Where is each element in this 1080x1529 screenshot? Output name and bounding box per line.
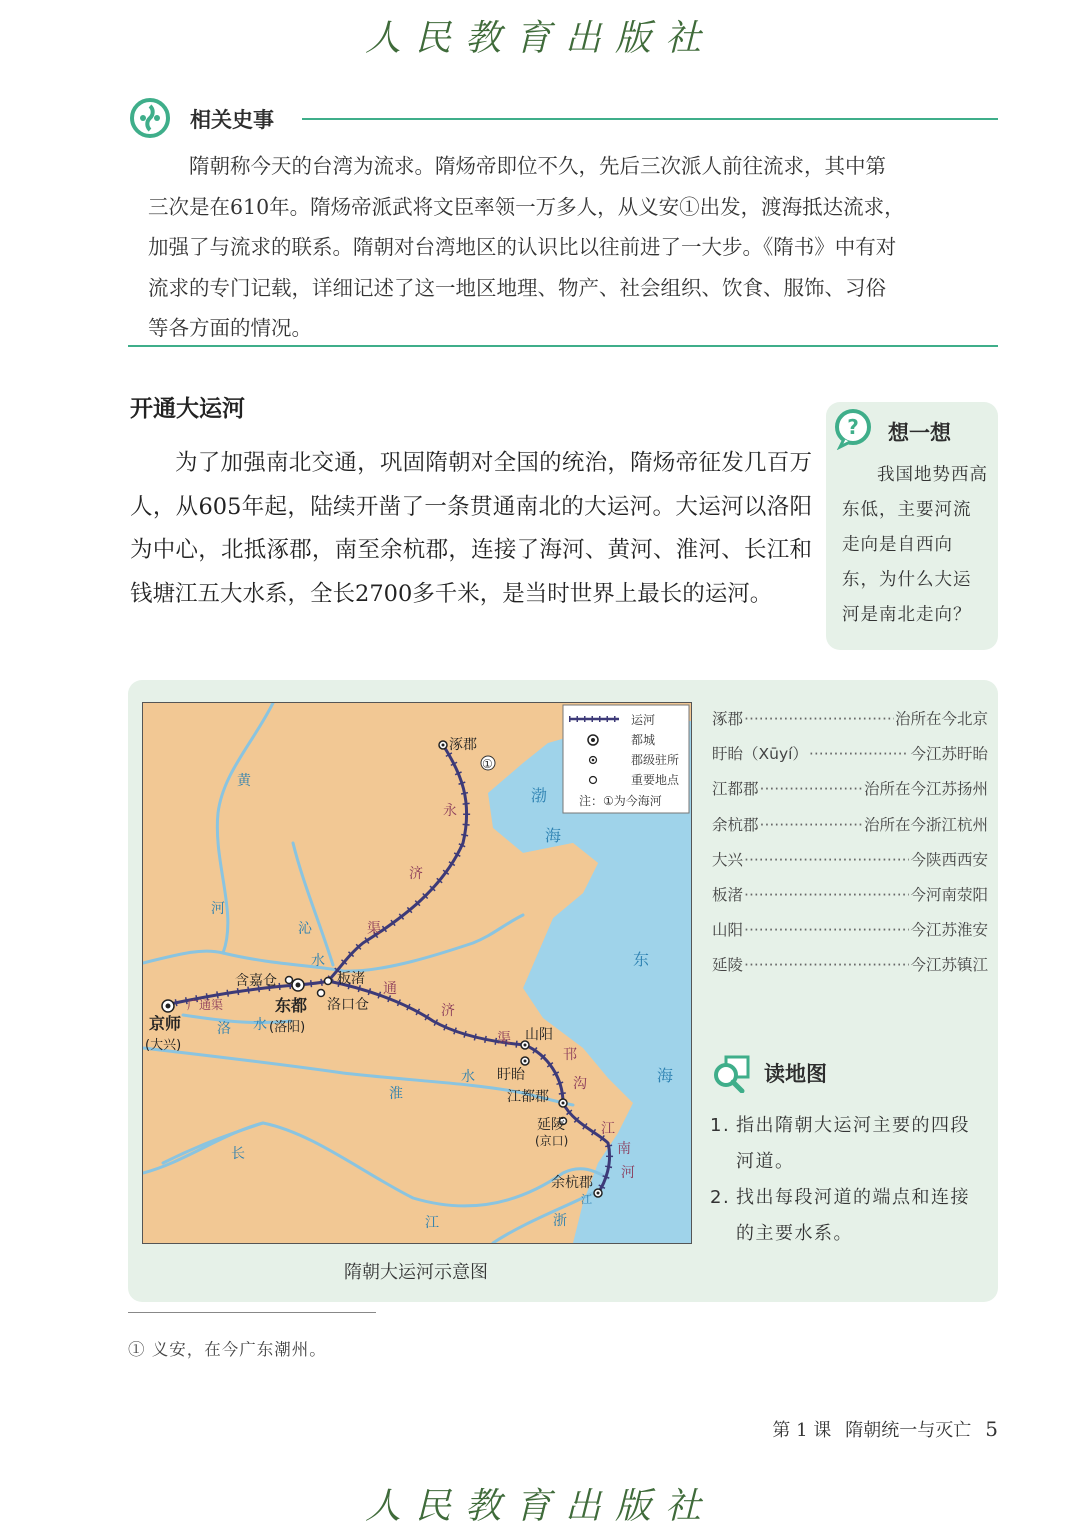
glossary	[712, 702, 988, 984]
leader-dots	[744, 843, 909, 878]
glossary-desc: 今河南荥阳	[910, 885, 988, 904]
legend-place-label: 重要地点	[631, 773, 680, 787]
place-label: (大兴)	[145, 1038, 182, 1053]
glossary-row	[712, 878, 988, 913]
magnifier-icon	[712, 1055, 752, 1093]
glossary-term: 盱眙（Xūyí）	[712, 745, 808, 764]
legend-capital-label: 都城	[631, 733, 656, 747]
place-label: 涿郡	[449, 737, 477, 753]
read-map-item	[710, 1180, 980, 1252]
leader-dots	[744, 878, 909, 913]
place-label: 延陵	[537, 1117, 565, 1133]
history-body	[148, 146, 988, 349]
think-body: 我国地势西高东低，主要河流走向是自西向东，为什么大运河是南北走向？	[842, 465, 988, 625]
think-title: 想一想	[888, 421, 951, 445]
place-label: 山阳	[525, 1027, 553, 1043]
leader-dots	[744, 913, 909, 948]
canal-label: 通	[383, 981, 397, 997]
read-map-list	[710, 1108, 980, 1252]
glossary-row	[712, 737, 988, 772]
history-line: 流求的专门记载，详细记述了这一地区地理、物产、社会组织、饮食、服饰、习俗	[148, 275, 886, 300]
glossary-term: 余杭郡	[712, 815, 759, 834]
history-divider-bottom	[128, 345, 998, 347]
glossary-row	[712, 772, 988, 807]
place-marker	[286, 977, 293, 984]
marker-dot	[524, 1044, 527, 1047]
page-number: 5	[985, 1417, 998, 1441]
river-label: 水	[253, 1017, 267, 1033]
glossary-desc: 今江苏镇江	[910, 956, 988, 975]
river-label: 长	[231, 1146, 245, 1162]
read-map-text: 指出隋朝大运河主要的四段河道。	[736, 1115, 970, 1172]
glossary-desc: 治所在今浙江杭州	[863, 815, 988, 834]
glossary-row	[712, 913, 988, 948]
glossary-desc: 治所在今江苏扬州	[863, 780, 988, 799]
canal-label: 邗	[563, 1047, 577, 1063]
place-label: 东都	[275, 996, 308, 1015]
canal-label: 广通渠	[187, 998, 224, 1012]
river-label: 洛	[217, 1021, 231, 1037]
place-label: 余杭郡	[551, 1175, 593, 1191]
glossary-term: 延陵	[712, 956, 744, 975]
canal-label: 永	[443, 803, 457, 819]
river-label: 水	[311, 953, 325, 969]
sea-label: 渤	[531, 786, 548, 805]
sea-label: 海	[657, 1066, 674, 1085]
place-label: 含嘉仓	[235, 973, 277, 989]
marker-dot	[524, 1060, 527, 1063]
leader-dots	[744, 702, 894, 737]
glossary-term: 涿郡	[712, 710, 744, 728]
read-map-text: 找出每段河道的端点和连接的主要水系。	[736, 1187, 970, 1244]
legend-note: 注：①为今海河	[579, 794, 662, 808]
river-label: 浙	[553, 1213, 567, 1229]
section-title: 开通大运河	[130, 396, 245, 422]
river-label: 淮	[389, 1086, 403, 1102]
glossary-row	[712, 843, 988, 878]
history-section-icon	[130, 98, 170, 138]
legend-capital-swatch	[591, 738, 595, 742]
leader-dots	[760, 772, 863, 807]
glossary-row	[712, 948, 988, 983]
history-line: 三次是在610年。隋炀帝派武将文臣率领一万多人，从义安①出发，渡海抵达流求，	[148, 194, 905, 219]
river-label: 黄	[237, 773, 251, 789]
legend-prefecture-swatch	[592, 759, 595, 762]
history-line: 隋朝称今天的台湾为流求。隋炀帝即位不久，先后三次派人前往流求，其中第	[148, 154, 886, 178]
canal-label: 渠	[497, 1031, 511, 1047]
leader-dots	[809, 737, 910, 772]
place-label: 江都郡	[507, 1089, 549, 1105]
grand-canal-map	[142, 702, 692, 1244]
glossary-term: 江都郡	[712, 780, 759, 799]
read-map-num: 1.	[710, 1115, 731, 1136]
section-paragraph: 为了加强南北交通，巩固隋朝对全国的统治，隋炀帝征发几百万人，从605年起，陆续开凿了一条贯通南北的大运河。大运河以洛阳为中心，北抵涿郡，南至余杭郡，连接了海河、黄河、淮河、长江和钱塘江五大水系，全长2700多千米，是当时世界上最长的运河。	[130, 450, 812, 607]
page-footer	[758, 1416, 998, 1442]
glossary-desc: 今江苏盱眙	[910, 745, 988, 764]
glossary-term: 山阳	[712, 921, 744, 940]
legend-canal-label: 运河	[631, 713, 656, 727]
leader-dots	[760, 808, 863, 843]
marker-dot	[562, 1102, 565, 1105]
river-label: 江	[425, 1215, 439, 1231]
question-icon	[832, 408, 874, 450]
place-label: 板渚	[337, 971, 365, 987]
footnote-divider	[128, 1312, 376, 1313]
marker-dot	[166, 1004, 171, 1009]
svg-text:?: ?	[847, 415, 859, 439]
read-map-item	[710, 1108, 980, 1180]
footer-lesson: 第 1 课	[772, 1420, 832, 1441]
river-label: 河	[211, 901, 225, 917]
marker-dot	[296, 983, 301, 988]
place-label: (京口)	[535, 1134, 569, 1148]
canal-label: 南	[617, 1141, 631, 1157]
place-label: 洛口仓	[327, 997, 369, 1013]
footer-title: 隋朝统一与灭亡	[845, 1420, 972, 1441]
glossary-desc: 今陕西西安	[910, 850, 988, 869]
legend-place-swatch	[590, 777, 597, 784]
river-label: 沁	[298, 921, 312, 937]
leader-dots	[744, 948, 909, 983]
history-section-title: 相关史事	[190, 108, 274, 132]
glossary-desc: 治所在今北京	[894, 710, 988, 728]
canal-label: 济	[441, 1003, 455, 1019]
read-map-title: 读地图	[764, 1062, 827, 1086]
sea-label: 东	[633, 950, 650, 969]
glossary-row	[712, 808, 988, 843]
map-legend	[563, 705, 689, 813]
place-marker	[318, 990, 325, 997]
canal-label: 河	[621, 1165, 635, 1181]
section-body	[130, 442, 812, 616]
history-line: 加强了与流求的联系。隋朝对台湾地区的认识比以往前进了一大步。《隋书》中有对	[148, 235, 897, 259]
canal-label: 渠	[367, 921, 381, 937]
place-label: 盱眙	[497, 1067, 525, 1083]
glossary-row	[712, 702, 988, 737]
river-label: 水	[461, 1069, 475, 1085]
sea-label: 海	[545, 826, 562, 845]
place-label: (洛阳)	[269, 1020, 306, 1035]
canal-label: 济	[409, 866, 423, 882]
glossary-desc: 今江苏淮安	[910, 921, 988, 940]
legend-prefecture-label: 郡级驻所	[631, 753, 680, 767]
map-caption: 隋朝大运河示意图	[344, 1262, 488, 1283]
history-line: 等各方面的情况。	[148, 316, 312, 340]
canal-label: 江	[601, 1121, 615, 1137]
place-label: 京师	[149, 1014, 182, 1033]
marker-dot	[597, 1192, 600, 1195]
note-marker-label: ①	[482, 757, 493, 771]
marker-dot	[442, 744, 445, 747]
glossary-term: 板渚	[712, 885, 744, 904]
place-marker	[325, 978, 332, 985]
river-label: 江	[581, 1193, 592, 1206]
canal-label: 沟	[573, 1076, 587, 1092]
glossary-term: 大兴	[712, 850, 744, 869]
read-map-num: 2.	[710, 1187, 731, 1208]
publisher-watermark-top: 人民教育出版社	[364, 18, 715, 59]
history-divider-top	[302, 118, 998, 120]
publisher-watermark-bottom: 人民教育出版社	[364, 1486, 715, 1527]
footnote: ① 义安，在今广东潮州。	[128, 1340, 327, 1359]
